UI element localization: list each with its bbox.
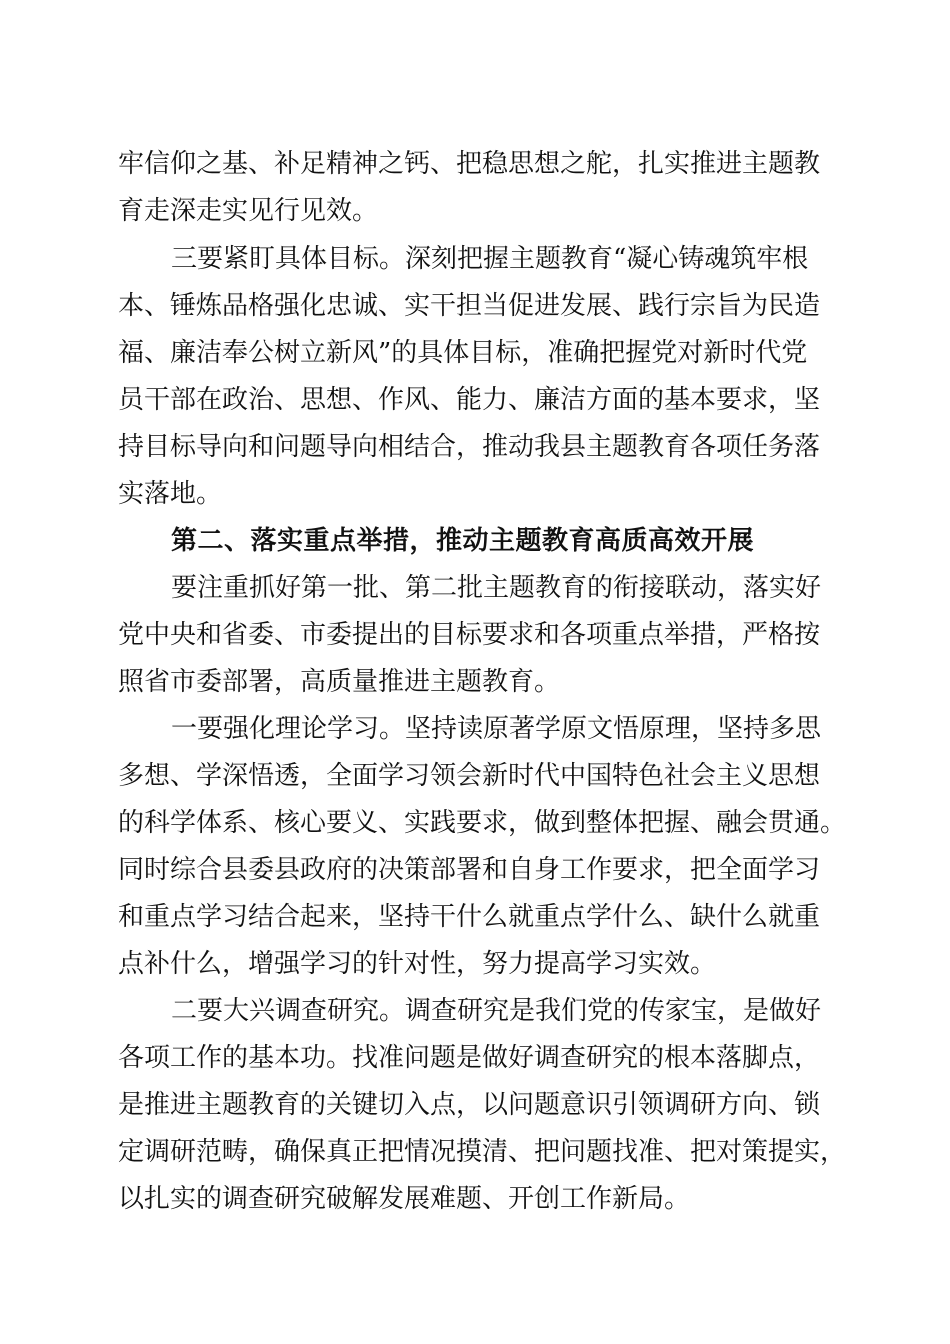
paragraph-start-line: 一要强化理论学习。坚持读原著学原文悟原理，坚持多思 [171,714,822,744]
paragraph-start-line: 三要紧盯具体目标。深刻把握主题教育“凝心铸魂筑牢根 [171,244,809,274]
text-line: 的科学体系、核心要义、实践要求，做到整体把握、融会贯通。 [118,808,847,838]
text-line: 和重点学习结合起来，坚持干什么就重点学什么、缺什么就重 [118,902,821,932]
text-line: 点补什么，增强学习的针对性，努力提高学习实效。 [118,949,717,979]
text-line: 牢信仰之基、补足精神之钙、把稳思想之舵，扎实推进主题教 [118,149,821,179]
text-line: 员干部在政治、思想、作风、能力、廉洁方面的基本要求，坚 [118,385,821,415]
text-line: 多想、学深悟透，全面学习领会新时代中国特色社会主义思想 [118,761,821,791]
text-line: 照省市委部署，高质量推进主题教育。 [118,667,561,697]
text-line: 福、廉洁奉公树立新风”的具体目标，准确把握党对新时代党 [118,338,808,368]
section-heading: 第二、落实重点举措，推动主题教育高质高效开展 [171,526,755,556]
text-line: 同时综合县委县政府的决策部署和自身工作要求，把全面学习 [118,855,821,885]
text-line: 定调研范畴，确保真正把情况摸清、把问题找准、把对策提实， [118,1137,847,1167]
text-line: 党中央和省委、市委提出的目标要求和各项重点举措，严格按 [118,620,821,650]
text-line: 以扎实的调查研究破解发展难题、开创工作新局。 [118,1184,691,1214]
paragraph-start-line: 要注重抓好第一批、第二批主题教育的衔接联动，落实好 [171,573,822,603]
text-line: 育走深走实见行见效。 [118,196,379,226]
paragraph-start-line: 二要大兴调查研究。调查研究是我们党的传家宝，是做好 [171,996,822,1026]
text-line: 持目标导向和问题导向相结合，推动我县主题教育各项任务落 [118,432,821,462]
text-line: 是推进主题教育的关键切入点，以问题意识引领调研方向、锁 [118,1090,821,1120]
text-line: 各项工作的基本功。找准问题是做好调查研究的根本落脚点， [118,1043,821,1073]
text-line: 本、锤炼品格强化忠诚、实干担当促进发展、践行宗旨为民造 [118,291,821,321]
text-line: 实落地。 [118,479,223,509]
